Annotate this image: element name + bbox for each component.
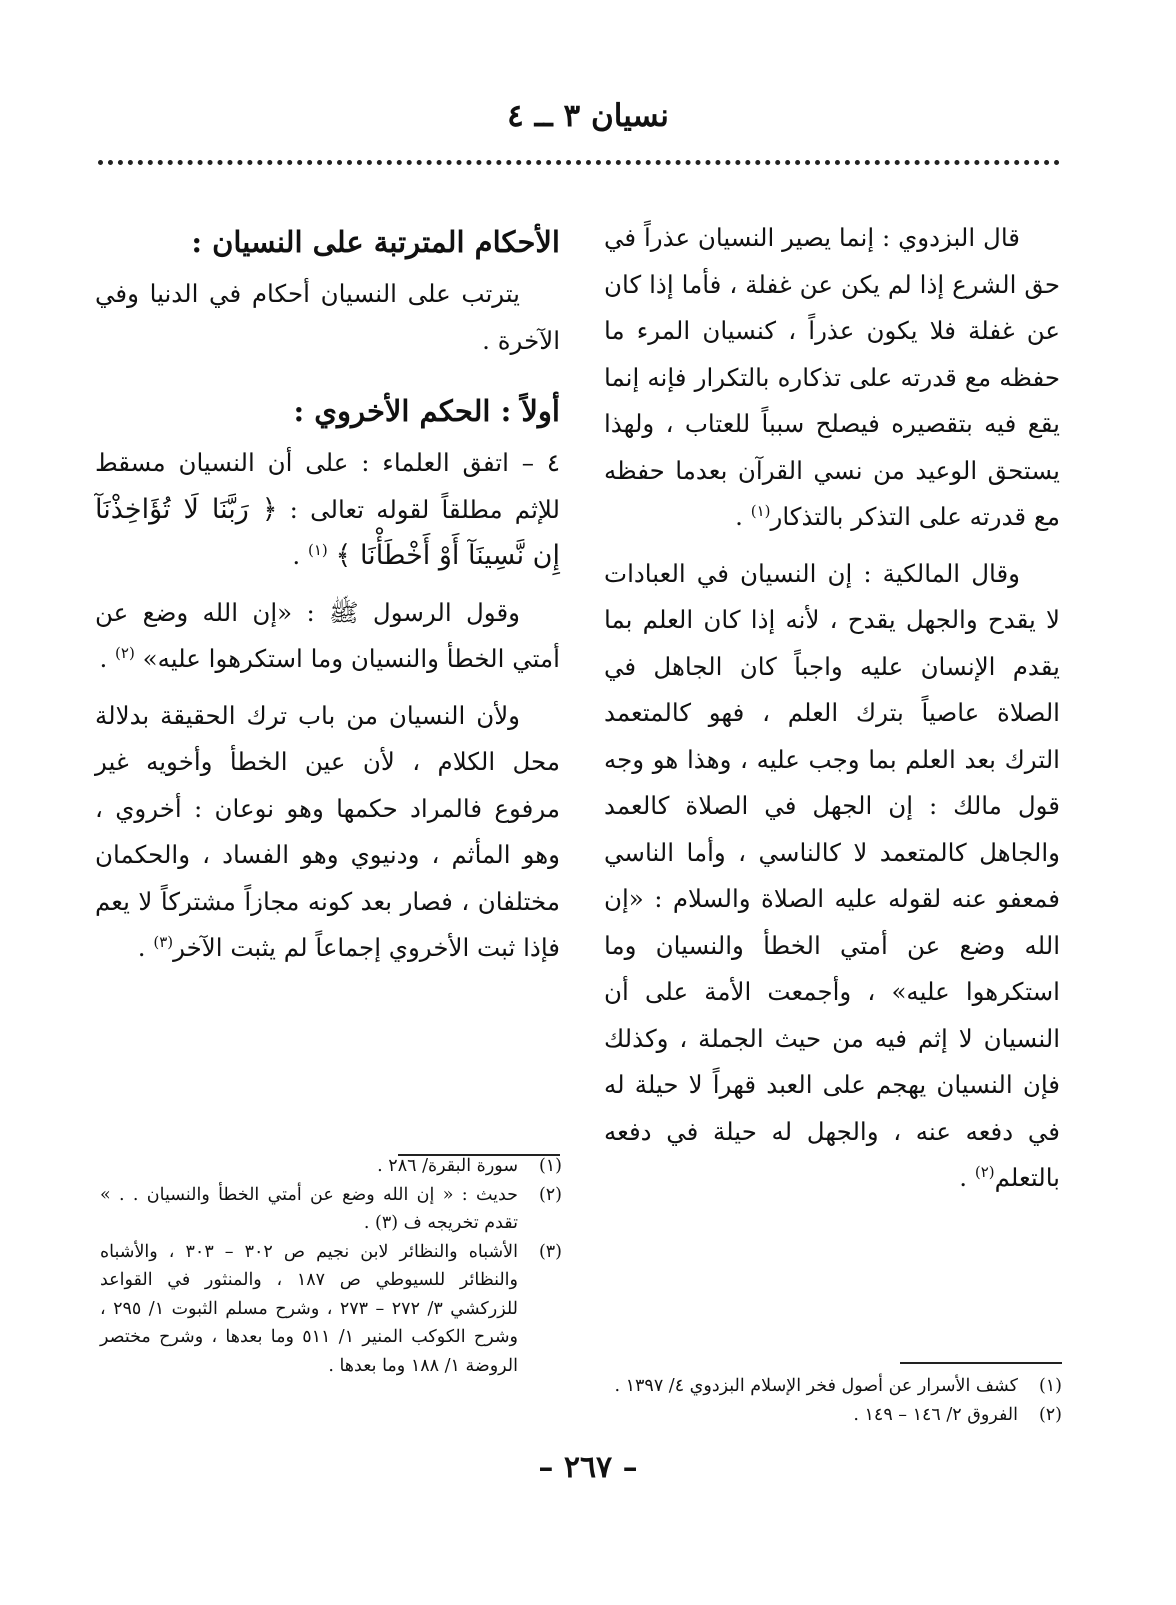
footnote-number: (٢)	[1038, 1404, 1062, 1425]
malikiyya-paragraph: وقال المالكية : إن النسيان في العبادات لا يقدح والجهل يقدح ، لأنه إذا كان العلم بما يقدم الإنسان عليه واجباً كان الجاهل في الصلاة عاصياً بترك العلم ، فهو كالمتعمد الترك بعد العلم بما وجب عليه ، وهذا هو وجه قول مالك : إن الجهل في الصلاة كالعمد والجاهل كالمتعمد لا كالناسي ، وأما الناسي فمعفو عنه لقوله عليه الصلاة والسلام : «إن الله وضع عن أمتي الخطأ والنسيان وما استكرهوا عليه» ، وأجمعت الأمة على أن النسيان لا إثم فيه من حيث الجملة ، وكذلك فإن النسيان يهجم على العبد قهراً لا حيلة له في دفعه عنه ، والجهل له حيلة في دفعه بالتعلم$^{(٢)}$ .	[604, 558, 1060, 1192]
footnote-ref: (٢)	[115, 643, 135, 662]
footnote-ref: (٣)	[153, 932, 174, 951]
footnote-number: (١)	[538, 1156, 562, 1176]
right-column	[604, 215, 1060, 1202]
page-number: – ٢٦٧ –	[538, 1450, 638, 1485]
footnotes-right	[600, 1362, 1062, 1429]
section-heading: الأحكام المترتبة على النسيان :	[191, 225, 560, 259]
footnote: (٢) الفروق ٢/ ١٤٦ – ١٤٩ .	[600, 1401, 1062, 1430]
left-column	[95, 215, 560, 972]
footnote: (٣) الأشباه والنظائر لابن نجيم ص ٣٠٢ – ٣٠٣ ، والأشباه والنظائر للسيوطي ص ١٨٧ ، والمنثور في القواعد للزركشي ٣/ ٢٧٢ – ٢٧٣ ، وشرح مسلم الثبوت ١/ ٢٩٥ ، وشرح الكوكب المنير ١/ ٥١١ وما بعدها ، وشرح مختصر الروضة ١/ ١٨٨ وما بعدها .	[100, 1238, 562, 1381]
footnote-ref: (١)	[307, 540, 328, 559]
bazdawi-paragraph: قال البزدوي : إنما يصير النسيان عذراً في حق الشرع إذا لم يكن عن غفلة ، فأما إذا كان عن غفلة فلا يكون عذراً ، كنسيان المرء ما حفظه مع قدرته على تذكاره بالتكرار فإنه إنما يقع فيه بتقصيره فيصلح سبباً للعتاب ، ولهذا يستحق الوعيد من نسي القرآن بعدما حفظه مع قدرته على التذكر بالتذكار$^{(١)}$ .	[604, 223, 1060, 531]
running-head: نسيان ٣ ــ ٤	[507, 98, 669, 134]
footnotes-left	[100, 1152, 562, 1380]
final-paragraph: ولأن النسيان من باب ترك الحقيقة بدلالة محل الكلام ، لأن عين الخطأ وأخويه غير مرفوع فالمراد حكمها وهو نوعان : أخروي ، وهو المأثم ، ودنيوي وهو الفساد ، والحكمان مختلفان ، فصار بعد كونه مجازاً مشتركاً لا يعم فإذا ثبت الأخروي إجماعاً لم يثبت الآخر$^{(٣)}$ .	[95, 700, 560, 962]
intro-paragraph: يترتب على النسيان أحكام في الدنيا وفي الآخرة .	[95, 279, 560, 355]
footnote-rule	[900, 1362, 1062, 1364]
footnote: (١) سورة البقرة/ ٢٨٦ .	[100, 1152, 562, 1181]
footnote: (٢) حديث : « إن الله وضع عن أمتي الخطأ والنسيان . . » تقدم تخريجه ف (٣) .	[100, 1181, 562, 1238]
quran-verse: ﴿ رَبَّنَا لَا تُؤَاخِذْنَآ إِن نَّسِينَآ أَوْ أَخْطَأْنَا ﴾	[95, 493, 560, 571]
footnote: (١) كشف الأسرار عن أصول فخر الإسلام البزدوي ٤/ ١٣٩٧ .	[600, 1372, 1062, 1401]
footnote-ref: (٢)	[974, 1162, 995, 1181]
dotted-divider	[98, 160, 1060, 165]
subsection-heading: أولاً : الحكم الأخروي :	[293, 394, 560, 428]
footnote-number: (٣)	[538, 1241, 562, 1262]
footnote-number: (٢)	[538, 1184, 562, 1205]
paragraph-4: ٤ – اتفق العلماء : على أن النسيان مسقط للإثم مطلقاً لقوله تعالى : ﴿ رَبَّنَا لَا تُؤَاخِذْنَآ إِن نَّسِينَآ أَوْ أَخْطَأْنَا ﴾ $^{(١)}$ .	[95, 448, 560, 571]
hadith-paragraph: وقول الرسول ﷺ : «إن الله وضع عن أمتي الخطأ والنسيان وما استكرهوا عليه» $^{(٢)}$ .	[95, 597, 560, 673]
footnote-number: (١)	[1038, 1376, 1062, 1396]
footnote-ref: (١)	[750, 501, 771, 520]
